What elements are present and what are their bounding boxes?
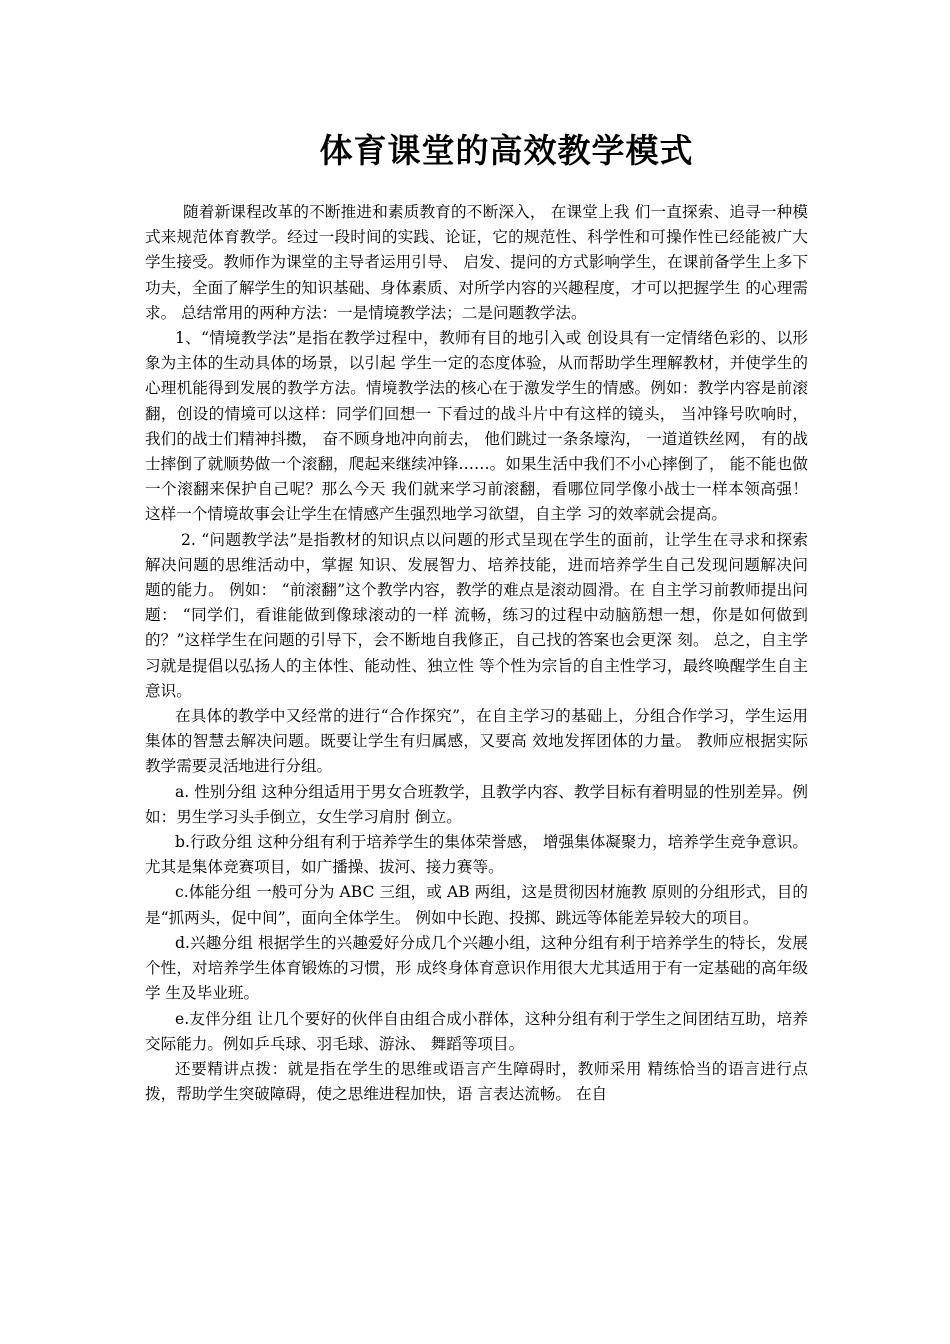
paragraph-grouping-interest: d.兴趣分组 根据学生的兴趣爱好分成几个兴趣小组，这种分组有利于培养学生的特长，发展个性，对培养学生体育锻炼的习惯，形 成终身体育意识作用很大尤其适用于有一定基础的高年级学 生及毕业班。 [145, 933, 808, 1003]
paragraph-situational-method: 1、“情境教学法”是指在教学过程中，教师有目的地引入或 创设具有一定情绪色彩的、以形象为主体的生动具体的场景，以引起 学生一定的态度体验，从而帮助学生理解教材，并使学生的心理机能得到发展的教学方法。情境教学法的核心在于激发学生的情感。例如：教学内容是前滚翻，创设的情境可以这样：同学们回想一 下看过的战斗片中有这样的镜头， 当冲锋号吹响时， 我们的战士们精神抖擞， 奋不顾身地冲向前去， 他们跳过一条条壕沟， 一道道铁丝网， 有的战士摔倒了就顺势做一个滚翻，爬起来继续冲锋……。如果生活中我们不小心摔倒了， 能不能也做一个滚翻来保护自己呢？那么今天 我们就来学习前滚翻，看哪位同学像小战士一样本领高强！ 这样一个情境故事会让学生在情感产生强烈地学习欲望，自主学 习的效率就会提高。 [145, 329, 808, 524]
paragraph-cooperative-inquiry: 在具体的教学中又经常的进行“合作探究”，在自主学习的基础上，分组合作学习，学生运用集体的智慧去解决问题。既要让学生有归属感，又要高 效地发挥团体的力量。 教师应根据实际教学需要灵活地进行分组。 [145, 707, 808, 776]
paragraph-intro: 随着新课程改革的不断推进和素质教育的不断深入， 在课堂上我 们一直探索、追寻一种模式来规范体育教学。经过一段时间的实践、论证，它的规范性、科学性和可操作性已经能被广大学生接受。教师作为课堂的主导者运用引导、 启发、提问的方式影响学生，在课前备学生上多下功夫，全面了解学生的知识基础、身体素质、对所学内容的兴趣程度，才可以把握学生 的心理需求。 总结常用的两种方法：一是情境教学法；二是问题教学法。 [145, 203, 808, 322]
paragraph-problem-method: 2. “问题教学法”是指教材的知识点以问题的形式呈现在学生的面前，让学生在寻求和探索解决问题的思维活动中，掌握 知识、发展智力、培养技能，进而培养学生自己发现问题解决问 题的能力。 例如： “前滚翻”这个教学内容，教学的难点是滚动圆滑。在 自主学习前教师提出问题： “同学们，看谁能做到像球滚动的一样 流畅，练习的过程中动脑筋想一想，你是如何做到的？”这样学生在问题的引导下，会不断地自我修正，自己找的答案也会更深 刻。 总之，自主学习就是提倡以弘扬人的主体性、能动性、独立性 等个性为宗旨的自主性学习，最终唤醒学生自主意识。 [145, 530, 808, 700]
paragraph-guidance: 还要精讲点拨：就是指在学生的思维或语言产生障碍时，教师采用 精练恰当的语言进行点拨，帮助学生突破障碍，使之思维进程加快，语 言表达流畅。 在自 [145, 1059, 808, 1104]
paragraph-grouping-fitness: c.体能分组 一般可分为 ABC 三组，或 AB 两组，这是贯彻因材施教 原则的分组形式，目的是“抓两头，促中间”，面向全体学生。 例如中长跑、投掷、跳远等体能差异较大的项目。 [145, 883, 808, 927]
document-title: 体育课堂的高效教学模式 [319, 131, 694, 170]
document-page [145, 128, 808, 1107]
paragraph-grouping-administrative: b.行政分组 这种分组有利于培养学生的集体荣誉感， 增强集体凝聚力，培养学生竞争意识。尤其是集体竞赛项目，如广播操、拔河、接力赛等。 [145, 833, 809, 877]
paragraph-grouping-gender: a. 性别分组 这种分组适用于男女合班教学，且教学内容、教学目标有着明显的性别差异。例如：男生学习头手倒立，女生学习肩肘 倒立。 [145, 782, 808, 826]
paragraph-grouping-companion: e.友伴分组 让几个要好的伙伴自由组合成小群体，这种分组有利于学生之间团结互助，培养交际能力。例如乒乓球、羽毛球、游泳、 舞蹈等项目。 [145, 1009, 808, 1053]
